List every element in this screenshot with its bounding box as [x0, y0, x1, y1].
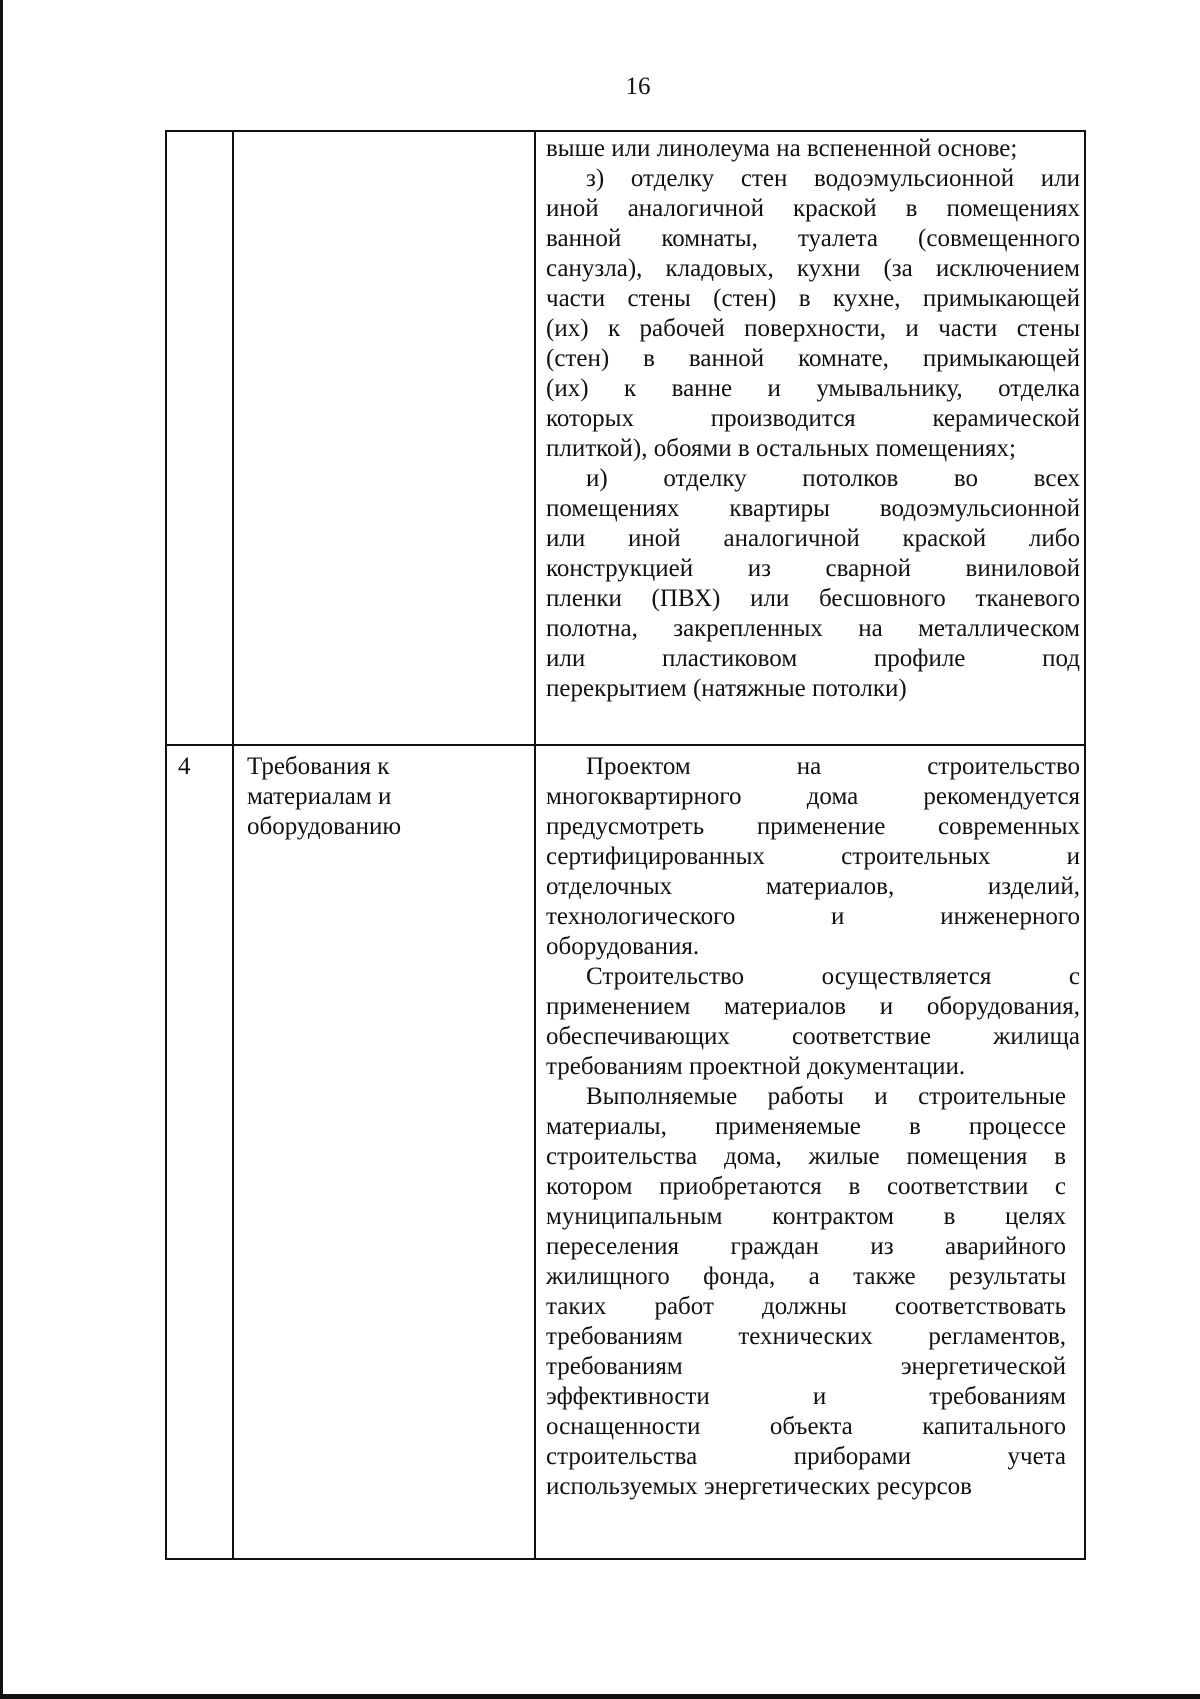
- content-line: применением материалов и оборудования,: [546, 993, 1080, 1020]
- table-border-vertical: [165, 130, 167, 1558]
- content-line: санузла), кладовых, кухни (за исключением: [546, 255, 1080, 282]
- content-line: строительства приборами учета: [546, 1443, 1066, 1470]
- requirement-line: оборудованию: [247, 813, 402, 840]
- content-line: материалы, применяемые в процессе: [546, 1113, 1066, 1140]
- content-line: полотна, закрепленных на металлическом: [546, 615, 1080, 642]
- content-line: оснащенности объекта капитального: [546, 1413, 1066, 1440]
- content-line: муниципальным контрактом в целях: [546, 1203, 1066, 1230]
- content-line: оборудования.: [546, 933, 700, 960]
- content-line: или иной аналогичной краской либо: [546, 525, 1080, 552]
- requirement-line: Требования к: [247, 753, 390, 780]
- content-line: (стен) в ванной комнате, примыкающей: [546, 345, 1080, 372]
- content-line: Строительство осуществляется с: [586, 963, 1080, 990]
- content-line: которых производится керамической: [546, 405, 1080, 432]
- content-line: технологического и инженерного: [546, 903, 1080, 930]
- content-line: требованиям технических регламентов,: [546, 1323, 1066, 1350]
- page-number: 16: [625, 73, 651, 100]
- content-line: строительства дома, жилые помещения в: [546, 1143, 1066, 1170]
- content-line: требованиям проектной документации.: [546, 1053, 966, 1080]
- content-line: жилищного фонда, а также результаты: [546, 1263, 1066, 1290]
- table-border-vertical: [534, 130, 536, 1558]
- content-line: выше или линолеума на вспененной основе;: [546, 135, 1018, 162]
- content-line: помещениях квартиры водоэмульсионной: [546, 495, 1080, 522]
- content-line: используемых энергетических ресурсов: [546, 1473, 972, 1500]
- content-line: конструкцией из сварной виниловой: [546, 555, 1080, 582]
- scan-bottom-edge: [0, 1694, 1200, 1699]
- content-line: части стены (стен) в кухне, примыкающей: [546, 285, 1080, 312]
- content-line: таких работ должны соответствовать: [546, 1293, 1066, 1320]
- content-line: Проектом на строительство: [586, 753, 1080, 780]
- table-border-vertical: [1084, 130, 1086, 1558]
- content-line: переселения граждан из аварийного: [546, 1233, 1066, 1260]
- table-border-horizontal: [165, 744, 1086, 746]
- content-line: ванной комнаты, туалета (совмещенного: [546, 225, 1080, 252]
- content-line: отделочных материалов, изделий,: [546, 873, 1080, 900]
- content-line: сертифицированных строительных и: [546, 843, 1080, 870]
- content-line: или пластиковом профиле под: [546, 645, 1080, 672]
- content-line: (их) к рабочей поверхности, и части стены: [546, 315, 1080, 342]
- content-line: и) отделку потолков во всех: [586, 465, 1080, 492]
- content-line: предусмотреть применение современных: [546, 813, 1080, 840]
- table-border-vertical: [232, 130, 234, 1558]
- content-line: многоквартирного дома рекомендуется: [546, 783, 1080, 810]
- requirement-line: материалам и: [247, 783, 392, 810]
- content-line: Выполняемые работы и строительные: [586, 1083, 1066, 1110]
- row-number: 4: [178, 753, 191, 780]
- content-line: обеспечивающих соответствие жилища: [546, 1023, 1080, 1050]
- table-border-horizontal: [165, 130, 1086, 132]
- content-line: эффективности и требованиям: [546, 1383, 1066, 1410]
- scan-left-edge: [0, 0, 3, 1699]
- content-line: котором приобретаются в соответствии с: [546, 1173, 1066, 1200]
- content-line: плиткой), обоями в остальных помещениях;: [546, 435, 1016, 462]
- content-line: иной аналогичной краской в помещениях: [546, 195, 1080, 222]
- content-line: требованиям энергетической: [546, 1353, 1066, 1380]
- content-line: (их) к ванне и умывальнику, отделка: [546, 375, 1080, 402]
- content-line: пленки (ПВХ) или бесшовного тканевого: [546, 585, 1080, 612]
- content-line: перекрытием (натяжные потолки): [546, 675, 907, 702]
- content-line: з) отделку стен водоэмульсионной или: [586, 165, 1080, 192]
- table-border-horizontal: [165, 1558, 1086, 1560]
